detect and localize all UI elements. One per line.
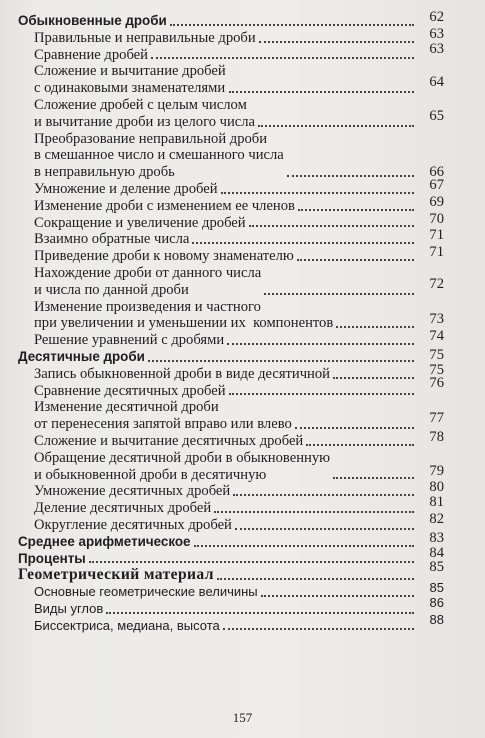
toc-entry	[18, 594, 444, 618]
toc-entry-title-line: Умножение десятичных дробей	[34, 483, 231, 500]
toc-entry-title-line: Десятичные дроби	[18, 348, 145, 364]
toc-entry	[18, 611, 444, 635]
toc-entry	[18, 510, 444, 534]
toc-entry-title-line: Деление десятичных дробей	[34, 500, 212, 517]
toc-page-number: 66	[429, 164, 444, 181]
toc-page-number: 83	[429, 529, 444, 546]
toc-section-entry	[18, 544, 444, 568]
dot-leader	[89, 561, 414, 563]
dot-leader	[336, 326, 414, 328]
toc-page-number: 78	[429, 428, 444, 445]
toc-entry-title	[34, 63, 226, 97]
toc-entry	[18, 494, 444, 517]
toc-page-number: 77	[429, 410, 444, 427]
toc-entry	[18, 374, 444, 400]
toc-entry-title-line: Взаимно обратные числа	[34, 231, 190, 248]
toc-page-number: 71	[429, 244, 444, 261]
dot-leader	[148, 360, 414, 362]
dot-leader	[297, 259, 414, 261]
toc-entry-title-line: при увеличении и уменьшении их компонентов	[34, 315, 334, 332]
toc-entry-title	[34, 265, 261, 299]
toc-entry-title-line: Геометрический материал	[18, 566, 214, 584]
dot-leader	[214, 511, 414, 513]
toc-entry-title-line: Приведение дроби к новому знаменателю	[34, 248, 294, 265]
toc-entry	[18, 227, 444, 248]
toc-entry-title-line: Виды углов	[34, 600, 104, 616]
toc-entry-title-line: Обращение десятичной дроби в обыкновенную	[34, 449, 331, 466]
toc-entry	[18, 40, 444, 64]
toc-entry	[18, 176, 444, 198]
toc-page-number: 74	[429, 328, 444, 345]
toc-entry-title	[18, 349, 145, 366]
dot-leader	[249, 225, 414, 227]
dot-leader	[287, 175, 414, 177]
toc-entry-title	[34, 500, 211, 517]
toc-entry	[18, 450, 444, 484]
toc-section-entry	[18, 559, 444, 584]
toc-entry-title	[34, 97, 255, 131]
toc-entry-title-line: Биссектриса, медиана, высота	[34, 617, 220, 633]
toc-entry-title	[34, 433, 303, 450]
dot-leader	[333, 377, 414, 379]
toc-page-number: 70	[429, 210, 444, 227]
toc-entry	[18, 193, 444, 215]
toc-entry-title	[34, 248, 294, 265]
toc-entry-title-line: и обыкновенной дроби в десятичную	[34, 466, 267, 483]
toc-page-number: 88	[429, 611, 444, 627]
toc-page-number: 85	[429, 559, 444, 576]
dot-leader	[306, 444, 414, 446]
toc-entry-title-line: Округление десятичных дробей	[34, 516, 232, 533]
toc-entry-title-line: Проценты	[18, 550, 86, 566]
toc-entry-title	[34, 517, 232, 534]
toc-entry-title-line: Сравнение десятичных дробей	[34, 382, 226, 399]
toc-entry-title-line: Преобразование неправильной дроби	[34, 130, 268, 147]
toc-entry-title-line: и вычитание дроби из целого числа	[34, 113, 256, 130]
dot-leader	[194, 545, 414, 547]
toc-entry	[18, 210, 444, 232]
toc-entry	[18, 244, 444, 265]
toc-entry-title	[34, 215, 246, 232]
toc-entry-title	[34, 299, 333, 333]
toc-page-number: 67	[429, 176, 444, 193]
toc-entry-title-line: в смешанное число и смешанного числа	[34, 147, 284, 164]
toc-section-entry	[18, 529, 444, 551]
toc-entry-title-line: Запись обыкновенной дроби в виде десятичной	[34, 365, 330, 382]
toc-entry-title	[34, 483, 230, 500]
toc-page-number: 63	[429, 40, 444, 57]
toc-page-number: 62	[429, 9, 444, 25]
toc-entry	[18, 265, 444, 299]
toc-entry-title-line: Обыкновенные дроби	[18, 13, 167, 28]
page-number-footer: 157	[232, 710, 253, 725]
toc-page-number: 73	[429, 311, 444, 328]
toc-entry-title-line: Нахождение дроби от данного числа	[34, 264, 262, 281]
dot-leader	[106, 612, 414, 614]
toc-page-number: 64	[429, 74, 444, 91]
toc-entry-title	[34, 231, 189, 248]
toc-entry	[18, 328, 444, 349]
dot-leader	[229, 393, 414, 395]
toc-entry-title	[18, 567, 214, 584]
toc-page-number: 75	[429, 346, 444, 363]
toc-entry-title-line: Среднее арифметическое	[18, 533, 191, 549]
dot-leader	[192, 242, 414, 244]
toc-entry-title	[18, 551, 86, 568]
table-of-contents	[18, 9, 444, 634]
toc-entry-title	[34, 332, 224, 349]
toc-entry-title-line: в неправильную дробь	[34, 164, 175, 181]
toc-page-number: 75	[429, 361, 444, 378]
toc-entry	[18, 299, 444, 333]
toc-entry-title-line: и числа по данной дроби	[34, 281, 189, 298]
toc-entry-title-line: Сложение и вычитание десятичных дробей	[34, 432, 304, 449]
toc-page-number: 79	[429, 462, 444, 479]
toc-entry	[18, 361, 444, 383]
toc-entry-title	[34, 131, 284, 181]
toc-entry	[18, 428, 444, 450]
toc-entry-title-line: Основные геометрические величины	[34, 584, 258, 600]
dot-leader	[221, 192, 414, 194]
toc-page-number: 80	[429, 479, 444, 496]
dot-leader	[217, 578, 414, 580]
dot-leader	[261, 595, 414, 597]
dot-leader	[259, 41, 414, 43]
toc-entry-title	[34, 181, 218, 198]
toc-entry-title	[34, 30, 256, 47]
toc-page-number: 76	[429, 374, 444, 391]
toc-entry-title-line: Изменение произведения и частного	[34, 298, 261, 315]
toc-entry	[18, 97, 444, 131]
dot-leader	[295, 427, 414, 429]
toc-entry-title	[34, 198, 295, 215]
dot-leader	[264, 293, 414, 295]
toc-page-number: 81	[429, 494, 444, 511]
toc-entry-title	[34, 450, 330, 484]
toc-entry-title-line: Сравнение дробей	[34, 46, 148, 63]
toc-entry-title	[34, 601, 103, 618]
toc-section-entry	[18, 9, 444, 30]
toc-page-number: 63	[429, 25, 444, 42]
toc-entry	[18, 399, 444, 433]
toc-page-number: 69	[429, 193, 444, 210]
toc-entry-title	[34, 399, 292, 433]
toc-section-entry	[18, 346, 444, 366]
toc-page-number: 84	[429, 544, 444, 561]
toc-entry-title	[34, 584, 258, 601]
toc-entry-title-line: с одинаковыми знаменателями	[34, 80, 226, 97]
dot-leader	[333, 477, 414, 479]
dot-leader	[223, 628, 414, 630]
toc-entry-title-line: Изменение дроби с изменением ее членов	[34, 197, 295, 214]
dot-leader	[229, 91, 414, 93]
dot-leader	[170, 24, 414, 26]
toc-entry-title	[34, 618, 220, 635]
toc-entry	[18, 25, 444, 47]
toc-entry-title	[34, 366, 330, 383]
dot-leader	[258, 125, 414, 127]
toc-entry-title	[18, 534, 191, 551]
dot-leader	[227, 343, 414, 345]
toc-page-number: 71	[429, 227, 444, 244]
dot-leader	[233, 494, 414, 496]
toc-entry	[18, 479, 444, 500]
dot-leader	[151, 57, 414, 59]
toc-page-number: 72	[429, 275, 444, 292]
toc-entry	[18, 131, 444, 181]
toc-entry-title-line: от перенесения запятой вправо или влево	[34, 416, 292, 433]
toc-entry-title-line: Умножение и деление дробей	[34, 180, 218, 197]
toc-page-number: 82	[429, 510, 444, 527]
toc-entry	[18, 63, 444, 97]
toc-entry-title-line: Сложение дробей с целым числом	[34, 96, 247, 113]
toc-entry-title-line: Решение уравнений с дробями	[34, 332, 225, 349]
toc-entry-title-line: Изменение десятичной дроби	[34, 399, 219, 416]
toc-page-number: 86	[429, 594, 444, 610]
toc-entry-title-line: Сокращение и увеличение дробей	[34, 214, 246, 231]
toc-page-number: 65	[429, 107, 444, 124]
dot-leader	[235, 528, 414, 530]
toc-entry	[18, 580, 444, 601]
toc-entry-title	[34, 47, 148, 64]
toc-page-number: 85	[429, 580, 444, 596]
toc-entry-title-line: Правильные и неправильные дроби	[34, 29, 256, 46]
dot-leader	[298, 209, 414, 211]
toc-entry-title-line: Сложение и вычитание дробей	[34, 63, 226, 80]
toc-entry-title	[34, 383, 226, 400]
toc-entry-title	[18, 13, 167, 30]
